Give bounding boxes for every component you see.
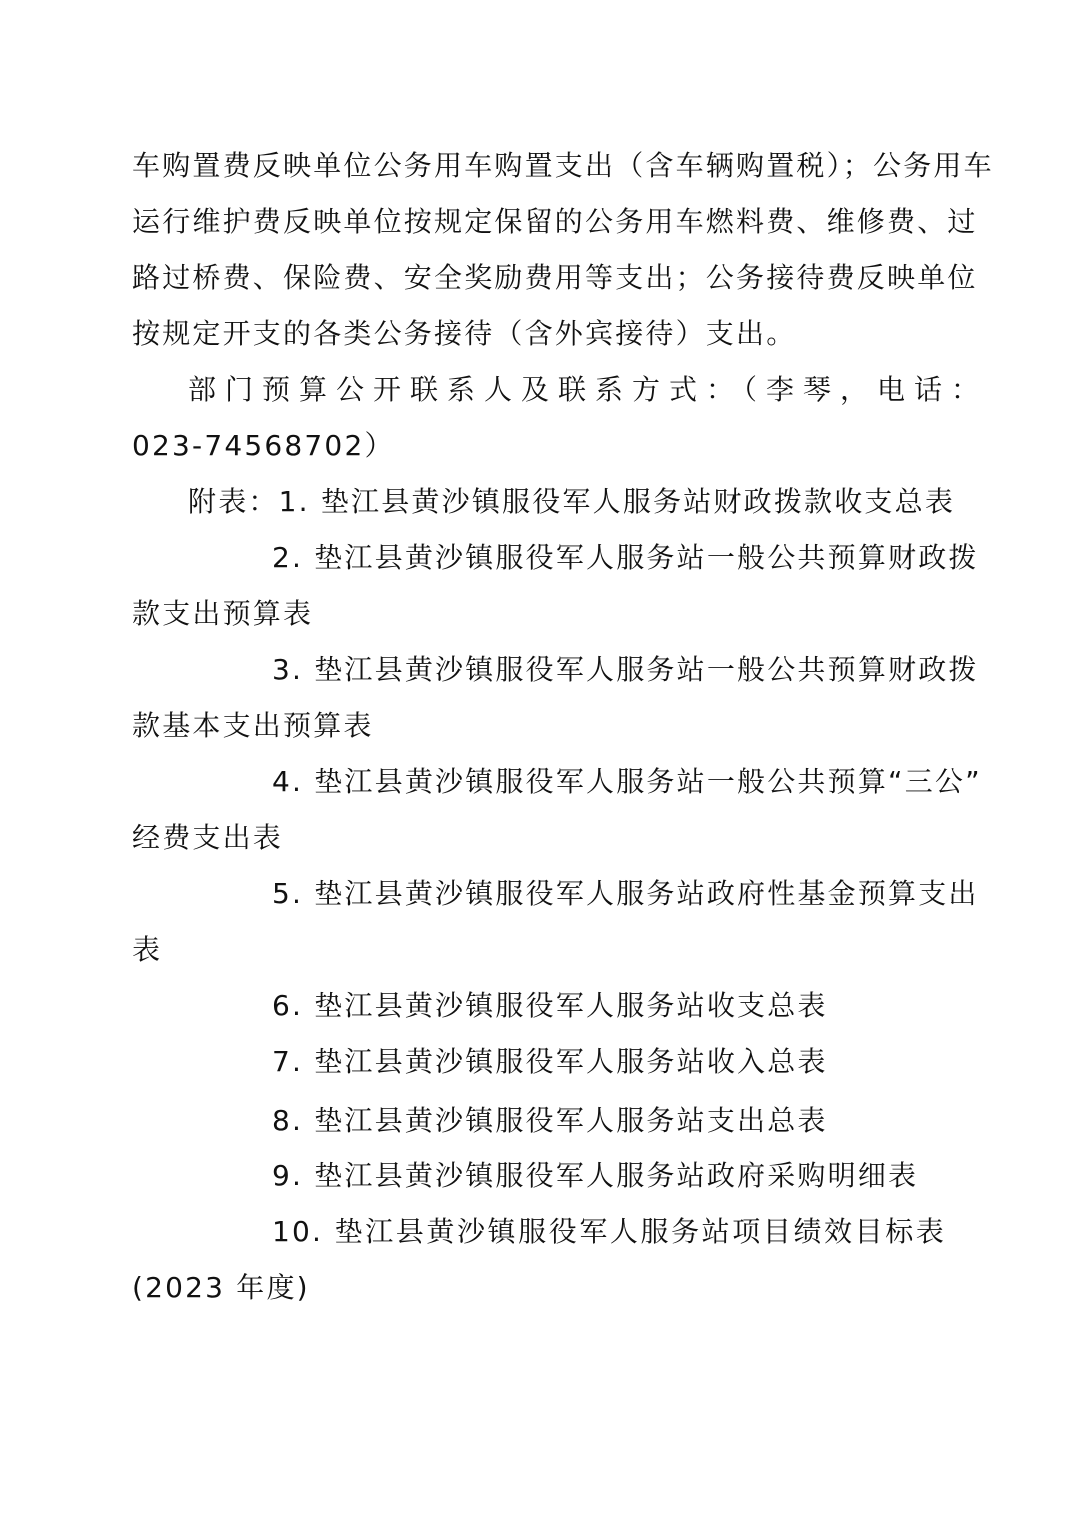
attachment-item: 3. 垫江县黄沙镇服役军人服务站一般公共预算财政拨 xyxy=(272,653,979,686)
attachment-item: 2. 垫江县黄沙镇服役军人服务站一般公共预算财政拨 xyxy=(272,541,979,574)
attachment-item-continued: 款支出预算表 xyxy=(132,597,314,630)
attachment-item-continued: 经费支出表 xyxy=(132,821,284,854)
attachment-item-continued: 表 xyxy=(132,933,163,966)
attachment-item: 10. 垫江县黄沙镇服役军人服务站项目绩效目标表 xyxy=(272,1215,946,1248)
attachment-item: 8. 垫江县黄沙镇服役军人服务站支出总表 xyxy=(272,1104,828,1137)
attachment-label-line: 附表：1. 垫江县黄沙镇服役军人服务站财政拨款收支总表 xyxy=(188,485,956,518)
attachment-item-continued: 款基本支出预算表 xyxy=(132,709,374,742)
attachment-item: 5. 垫江县黄沙镇服役军人服务站政府性基金预算支出 xyxy=(272,877,979,910)
contact-line: 部门预算公开联系人及联系方式：（李琴，电话： xyxy=(188,373,989,406)
attachment-item: 4. 垫江县黄沙镇服役军人服务站一般公共预算“三公” xyxy=(272,765,982,798)
paragraph-line: 车购置费反映单位公务用车购置支出（含车辆购置税）；公务用车 xyxy=(132,149,994,182)
attachment-item: 6. 垫江县黄沙镇服役军人服务站收支总表 xyxy=(272,989,828,1022)
attachment-item: 7. 垫江县黄沙镇服役军人服务站收入总表 xyxy=(272,1045,828,1078)
paragraph-line: 按规定开支的各类公务接待（含外宾接待）支出。 xyxy=(132,317,797,350)
paragraph-line: 路过桥费、保险费、安全奖励费用等支出；公务接待费反映单位 xyxy=(132,261,978,294)
attachment-item: 9. 垫江县黄沙镇服役军人服务站政府采购明细表 xyxy=(272,1159,919,1192)
attachment-item-continued: (2023 年度) xyxy=(132,1271,310,1304)
paragraph-line: 运行维护费反映单位按规定保留的公务用车燃料费、维修费、过 xyxy=(132,205,978,238)
contact-phone: 023-74568702） xyxy=(132,429,395,462)
